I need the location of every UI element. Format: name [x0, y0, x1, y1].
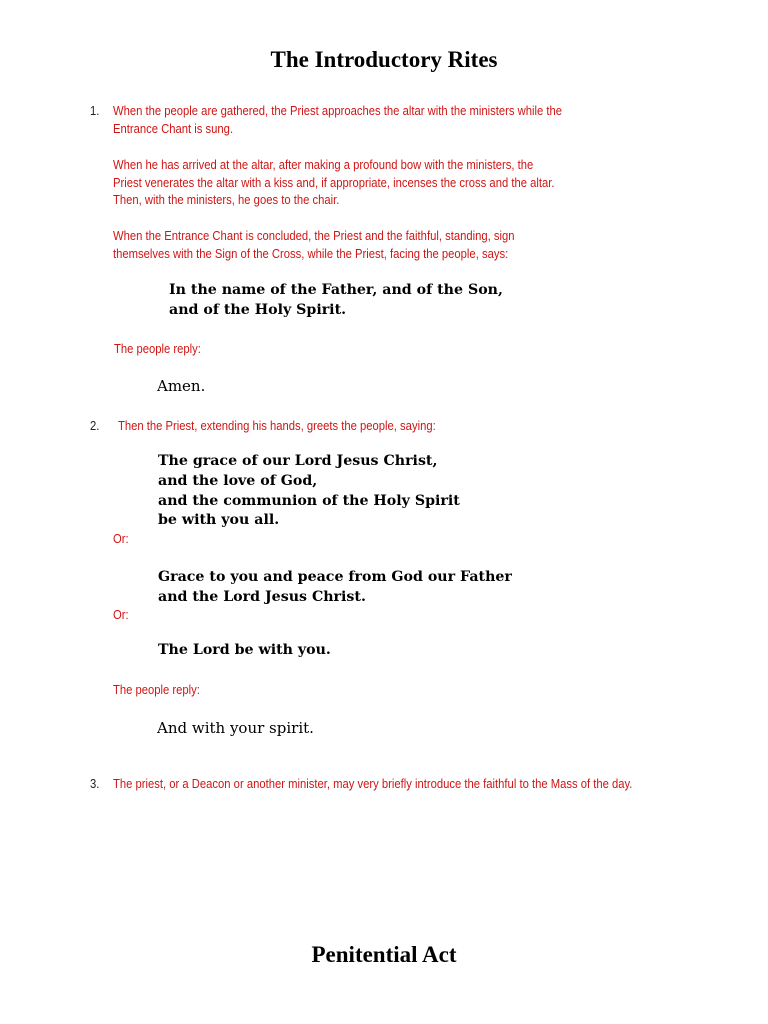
rubric-line: When he has arrived at the altar, after making a profound bow with the ministers, the [113, 158, 534, 172]
rubric-1c [113, 228, 514, 263]
rubric-1a [113, 103, 562, 138]
greeting-option-b [158, 568, 512, 608]
people-reply-rubric-1: The people reply: [114, 342, 201, 356]
prayer-line: and the Lord Jesus Christ. [158, 588, 366, 605]
people-response-spirit: And with your spirit. [157, 719, 314, 737]
page-title: The Introductory Rites [270, 47, 498, 72]
rubric-1b [113, 157, 554, 210]
prayer-line: and the love of God, [158, 472, 318, 489]
people-reply-rubric-2: The people reply: [113, 683, 200, 697]
prayer-line: and the communion of the Holy Spirit [158, 492, 460, 509]
people-response-amen: Amen. [157, 377, 206, 395]
item-number-2: 2. [90, 419, 100, 433]
prayer-line: The grace of our Lord Jesus Christ, [158, 453, 438, 469]
prayer-line: and of the Holy Spirit. [169, 301, 347, 318]
rubric-3: The priest, or a Deacon or another minister, may very briefly introduce the faithful to the Mass of the day. [113, 777, 633, 791]
rubric-line: themselves with the Sign of the Cross, while the Priest, facing the people, says: [113, 246, 509, 261]
prayer-line: Grace to you and peace from God our Father [158, 569, 512, 585]
rubric-line: When the people are gathered, the Priest approaches the altar with the ministers while the [113, 104, 563, 118]
rubric-2: Then the Priest, extending his hands, greets the people, saying: [118, 419, 436, 433]
prayer-line: In the name of the Father, and of the Son, [169, 282, 503, 298]
item-number-3: 3. [90, 777, 100, 791]
section-heading-penitential-act: Penitential Act [311, 942, 457, 967]
sign-of-cross-prayer [169, 281, 503, 321]
prayer-line: be with you all. [158, 512, 280, 529]
or-rubric-1: Or: [113, 532, 129, 546]
greeting-option-a [158, 452, 460, 531]
greeting-option-c: The Lord be with you. [158, 642, 331, 658]
rubric-line: When the Entrance Chant is concluded, the Priest and the faithful, standing, sign [113, 229, 515, 243]
rubric-line: Priest venerates the altar with a kiss and, if appropriate, incenses the cross and the altar. [113, 175, 555, 190]
or-rubric-2: Or: [113, 608, 129, 622]
rubric-line: Then, with the ministers, he goes to the chair. [113, 193, 340, 208]
item-number-1: 1. [90, 104, 100, 118]
rubric-line: Entrance Chant is sung. [113, 121, 234, 136]
